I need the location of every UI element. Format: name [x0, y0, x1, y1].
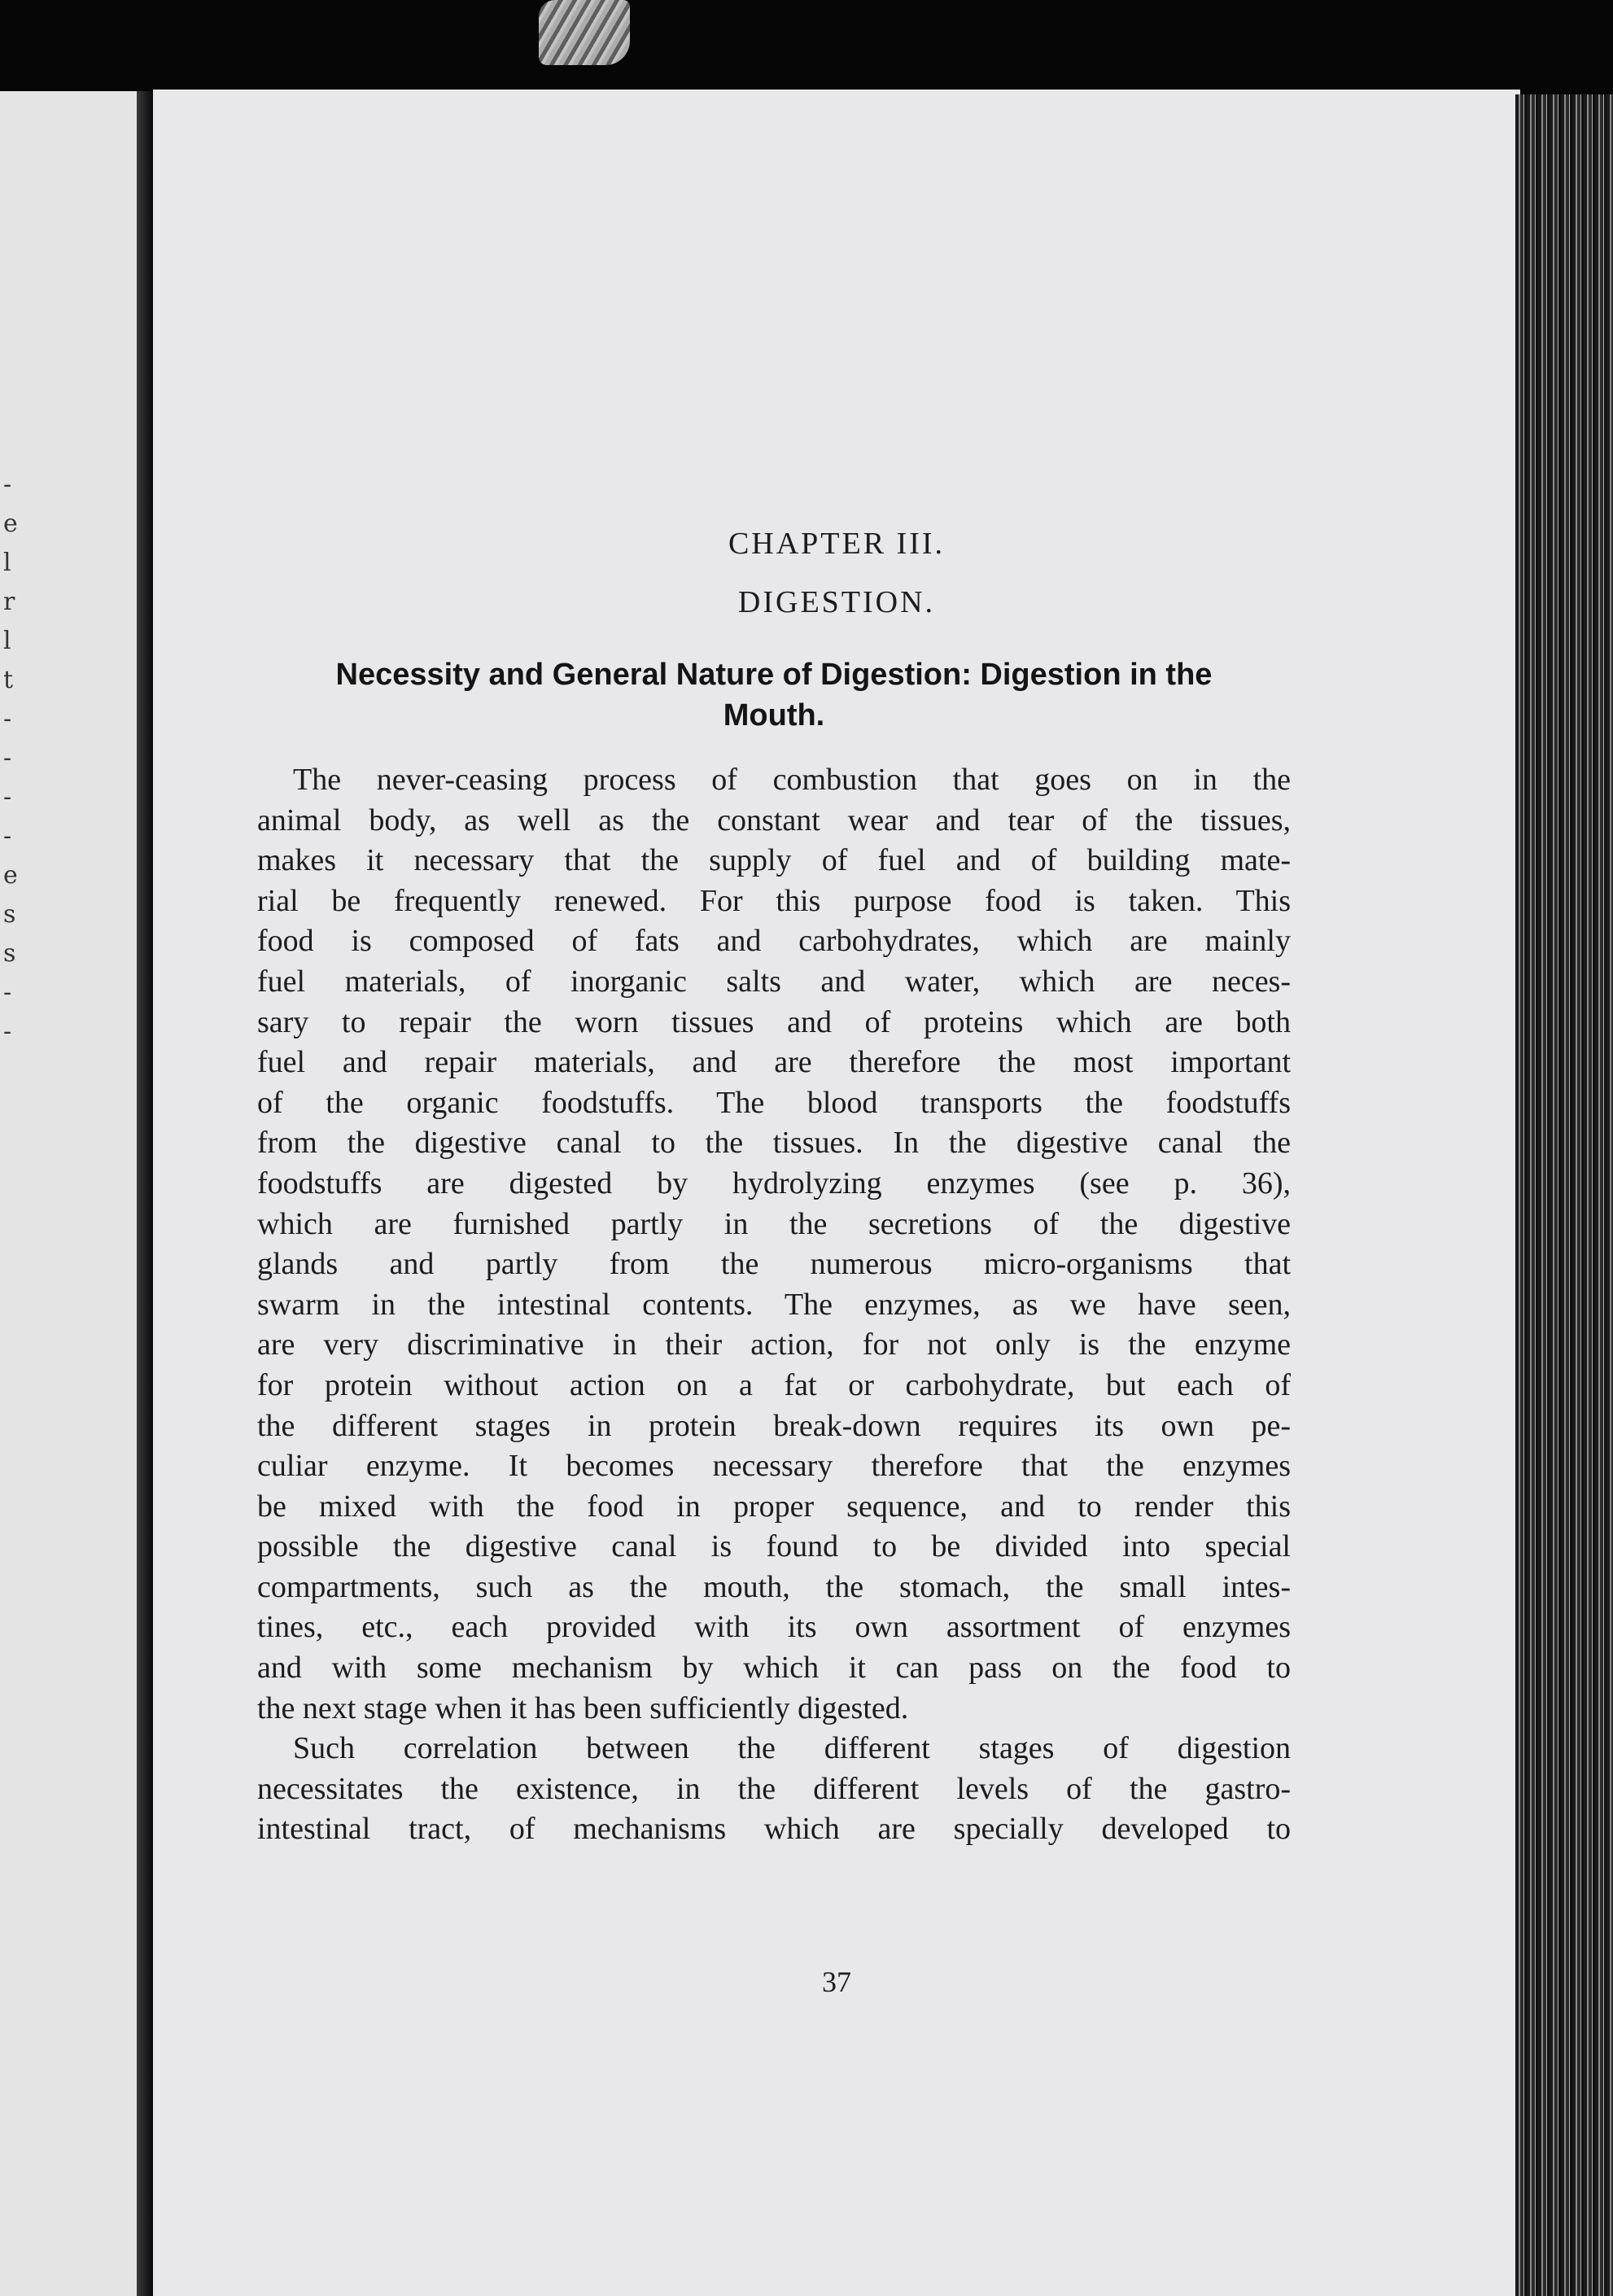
text-line: sary to repair the worn tissues and of proteins which are both [257, 1004, 1291, 1039]
facing-page-fragment: - [3, 744, 12, 772]
text-line: possible the digestive canal is found to be divided into special [257, 1529, 1291, 1564]
section-heading [257, 654, 1291, 736]
facing-page-fragment: - [3, 978, 12, 1007]
facing-page-fragment: - [3, 470, 12, 499]
text-line: be mixed with the food in proper sequence, and to render this [257, 1489, 1291, 1524]
text-line: swarm in the intestinal contents. The enzymes, as we have seen, [257, 1287, 1291, 1322]
facing-page-fragment: - [3, 705, 12, 733]
section-heading-line: Mouth. [723, 698, 825, 733]
text-line: tines, etc., each provided with its own assortment of enzymes [257, 1610, 1291, 1645]
binding-clip [539, 0, 630, 65]
text-line: glands and partly from the numerous micro-organisms that [257, 1247, 1291, 1282]
facing-page-fragment: e [3, 861, 18, 890]
text-line: makes it necessary that the supply of fuel and of building mate- [257, 843, 1291, 878]
facing-page-fragment: - [3, 822, 12, 851]
text-line: necessitates the existence, in the different levels of the gastro- [257, 1771, 1291, 1806]
facing-page-fragment: l [3, 549, 11, 577]
facing-page-fragment: e [3, 509, 18, 538]
text-line: fuel materials, of inorganic salts and water, which are neces- [257, 964, 1291, 999]
text-line: animal body, as well as the constant wear and tear of the tissues, [257, 803, 1291, 837]
text-line: foodstuffs are digested by hydrolyzing enzymes (see p. 36), [257, 1165, 1291, 1200]
chapter-title: DIGESTION. [737, 585, 936, 619]
page-stack-edge [1515, 94, 1613, 2296]
text-line: of the organic foodstuffs. The blood transports the foodstuffs [257, 1085, 1291, 1120]
text-line: Such correlation between the different stages of digestion [293, 1731, 1291, 1766]
facing-page-fragment: r [3, 588, 15, 616]
text-line: and with some mechanism by which it can pass on the food to [257, 1651, 1291, 1686]
facing-page-fragment: - [3, 1017, 12, 1046]
text-line: the next stage when it has been sufficiently digested. [257, 1690, 909, 1725]
section-heading-line: Necessity and General Nature of Digestion: Digestion in the [335, 658, 1213, 692]
page-number: 37 [822, 1966, 851, 1998]
text-line: are very discriminative in their action, for not only is the enzyme [257, 1327, 1291, 1362]
text-line: food is composed of fats and carbohydrates, which are mainly [257, 924, 1291, 959]
text-line: from the digestive canal to the tissues. In the digestive canal the [257, 1126, 1291, 1161]
text-line: for protein without action on a fat or carbohydrate, but each of [257, 1367, 1291, 1402]
text-line: the different stages in protein break-down requires its own pe- [257, 1408, 1291, 1443]
facing-page-fragment: s [3, 939, 16, 968]
facing-page [0, 91, 140, 2296]
chapter-label: CHAPTER III. [728, 527, 946, 561]
facing-page-fragment: - [3, 783, 12, 811]
facing-page-fragment: s [3, 900, 16, 929]
facing-page-fragment: l [3, 627, 11, 655]
text-line: rial be frequently renewed. For this purpose food is taken. This [257, 883, 1291, 918]
facing-page-fragment: t [3, 666, 14, 694]
facing-page-text-fragments [3, 466, 18, 1198]
text-line: culiar enzyme. It becomes necessary therefore that the enzymes [257, 1449, 1291, 1484]
text-line: which are furnished partly in the secretions of the digestive [257, 1206, 1291, 1241]
text-line: The never-ceasing process of combustion that goes on in the [293, 763, 1291, 797]
gutter-shadow [137, 91, 153, 2296]
text-line: fuel and repair materials, and are therefore the most important [257, 1045, 1291, 1080]
text-line: intestinal tract, of mechanisms which are specially developed to [257, 1812, 1291, 1847]
text-line: compartments, such as the mouth, the stomach, the small intes- [257, 1569, 1291, 1604]
body-text [257, 760, 1291, 1850]
